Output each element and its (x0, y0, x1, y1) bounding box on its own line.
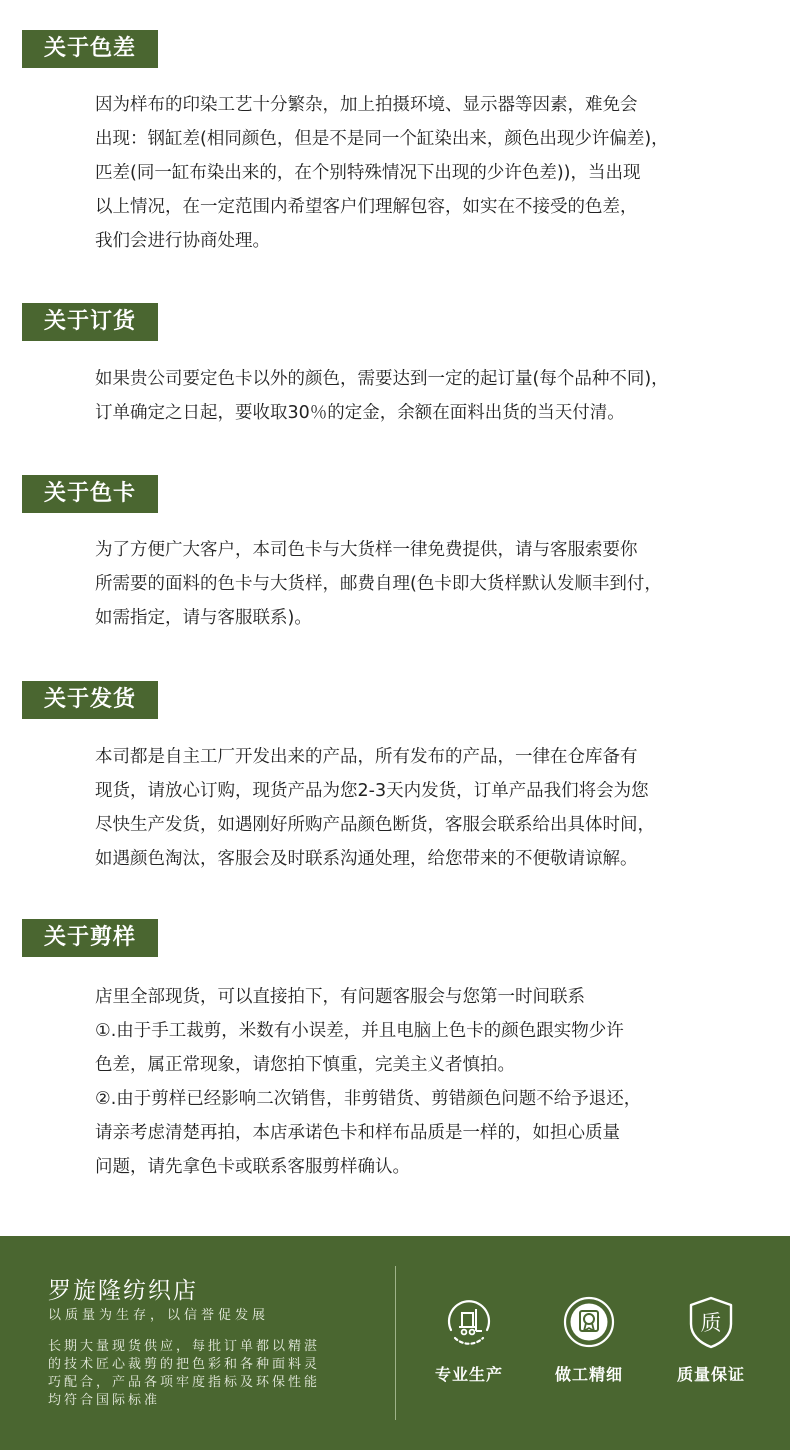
text-line: 如遇颜色淘汰，客服会及时联系沟通处理，给您带来的不便敬请谅解。 (95, 849, 638, 869)
text-line: 出现：钢缸差(相同颜色，但是不是同一个缸染出来，颜色出现少许偏差)， (95, 129, 669, 149)
text-line: 所需要的面料的色卡与大货样，邮费自理(色卡即大货样默认发顺丰到付， (95, 574, 662, 594)
section-title: 关于订货 (22, 303, 158, 341)
description-line: 均符合国际标准 (48, 1393, 161, 1408)
text-line: 因为样布的印染工艺十分繁杂，加上拍摄环境、显示器等因素，难免会 (95, 95, 638, 115)
store-brand-name: 罗旋隆纺织店 (48, 1278, 198, 1304)
quality-badge-icon (561, 1294, 617, 1350)
feature-fine-workmanship (534, 1294, 644, 1385)
quality-shield-icon (683, 1294, 739, 1350)
description-line: 的技术匠心裁剪的把色彩和各种面料灵 (48, 1357, 321, 1372)
text-line: 请亲考虑清楚再拍，本店承诺色卡和样布品质是一样的，如担心质量 (95, 1123, 620, 1143)
feature-label: 质量保证 (676, 1365, 745, 1384)
feature-quality-assurance (656, 1294, 766, 1385)
text-line: 我们会进行协商处理。 (95, 231, 270, 251)
text-line: 如果贵公司要定色卡以外的颜色，需要达到一定的起订量(每个品种不同)， (95, 369, 669, 389)
store-slogan: 以质量为生存，以信誉促发展 (48, 1308, 270, 1323)
text-line: 为了方便广大客户，本司色卡与大货样一律免费提供，请与客服索要你 (95, 540, 638, 560)
section-body (95, 740, 735, 876)
section-title: 关于色卡 (22, 475, 158, 513)
shield-char: 质 (700, 1311, 722, 1335)
feature-label: 做工精细 (554, 1365, 623, 1384)
store-description (48, 1338, 368, 1410)
section-title: 关于剪样 (22, 919, 158, 957)
text-line: 如需指定，请与客服联系)。 (95, 608, 312, 628)
section-title: 关于发货 (22, 681, 158, 719)
text-line: ②.由于剪样已经影响二次销售，非剪错货、剪错颜色问题不给予退还， (95, 1089, 642, 1109)
description-line: 长期大量现货供应，每批订单都以精湛 (48, 1339, 321, 1354)
text-line: 现货，请放心订购，现货产品为您2-3天内发货，订单产品我们将会为您 (95, 781, 649, 801)
footer-divider (395, 1266, 396, 1420)
section-body (95, 88, 735, 258)
section-body (95, 362, 735, 430)
section-title: 关于色差 (22, 30, 158, 68)
text-line: 以上情况，在一定范围内希望客户们理解包容，如实在不接受的色差， (95, 197, 638, 217)
text-line: 订单确定之日起，要收取30％的定金，余额在面料出货的当天付清。 (95, 403, 625, 423)
section-body (95, 533, 735, 635)
description-line: 巧配合，产品各项牢度指标及环保性能 (48, 1375, 321, 1390)
text-line: ①.由于手工裁剪，米数有小误差，并且电脑上色卡的颜色跟实物少许 (95, 1021, 624, 1041)
text-line: 尽快生产发货，如遇刚好所购产品颜色断货，客服会联系给出具体时间， (95, 815, 655, 835)
store-footer (0, 1236, 790, 1450)
forklift-icon (441, 1294, 497, 1350)
text-line: 本司都是自主工厂开发出来的产品，所有发布的产品，一律在仓库备有 (95, 747, 638, 767)
text-line: 店里全部现货，可以直接拍下，有问题客服会与您第一时间联系 (95, 987, 585, 1007)
text-line: 问题，请先拿色卡或联系客服剪样确认。 (95, 1157, 410, 1177)
text-line: 色差，属正常现象，请您拍下慎重，完美主义者慎拍。 (95, 1055, 515, 1075)
text-line: 匹差(同一缸布染出来的，在个别特殊情况下出现的少许色差))，当出现 (95, 163, 641, 183)
section-body (95, 980, 735, 1184)
feature-professional-production (414, 1294, 524, 1385)
feature-label: 专业生产 (434, 1365, 503, 1384)
